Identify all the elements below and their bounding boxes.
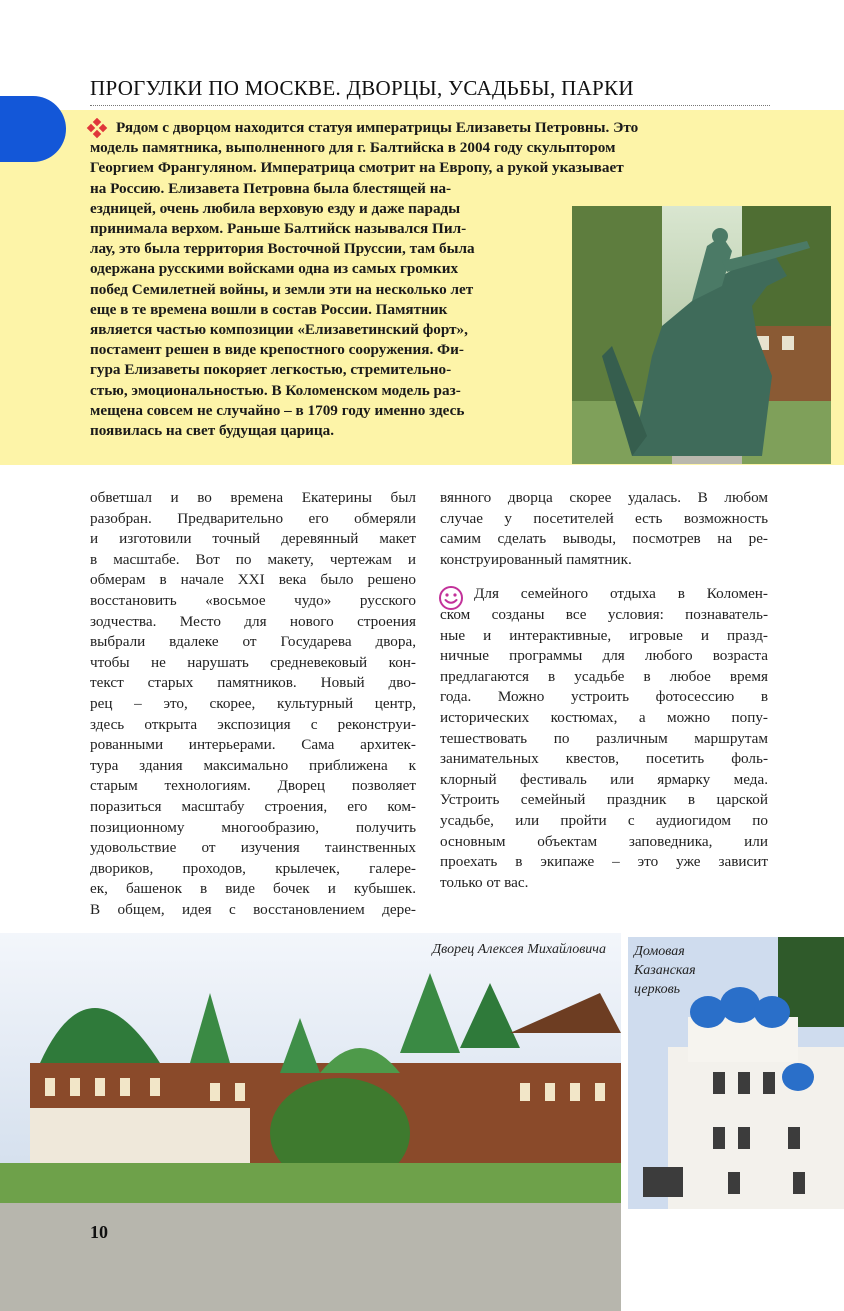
right-column — [440, 488, 768, 893]
smiley-face-icon — [438, 585, 464, 611]
callout-line: еще в те времена вошли в состав России. Памятник — [90, 300, 448, 318]
callout-line: постамент решен в виде крепостного сооружения. Фи- — [90, 341, 464, 359]
text-line: двориков, проходов, крылечек, галере- — [90, 859, 416, 877]
text-line: основным объектам заповедника, или — [440, 832, 768, 850]
text-line: зодчества. Место для нового строения — [90, 612, 416, 630]
text-line: случае у посетителей есть возможность — [440, 509, 768, 527]
church-caption — [634, 942, 734, 999]
callout-line: является частью композиции «Елизаветинский форт», — [90, 321, 468, 339]
callout-line: лау, это была территория Восточной Пруссии, там была — [90, 240, 475, 258]
text-line: позиционному многообразию, получить — [90, 818, 416, 836]
callout-line: гура Елизаветы покоряет легкостью, стремительно- — [90, 361, 452, 379]
text-line: ничные программы для любого возраста — [440, 647, 768, 665]
church-caption-line: Казанская — [634, 963, 696, 978]
church-caption-line: Домовая — [634, 944, 685, 959]
text-line: вянного дворца скорее удалась. В любом — [440, 489, 768, 506]
text-line: исторических костюмах, а можно попу- — [440, 708, 768, 726]
callout-line: одержана русскими войсками одна из самых громких — [90, 260, 459, 278]
text-line: тешествовать по различным маршрутам — [440, 729, 768, 747]
text-line: рец – это, скорее, культурный центр, — [90, 694, 416, 712]
text-line: конструированный памятник. — [440, 550, 632, 568]
callout-line: принимала верхом. Раньше Балтийск назывался Пил- — [90, 220, 467, 238]
text-line: ском созданы все условия: познаватель- — [440, 605, 768, 623]
text-line: самим сделать выводы, посмотрев на ре- — [440, 530, 768, 548]
text-line: ные и интерактивные, игровые и празд- — [440, 626, 768, 644]
text-line: в масштабе. Вот по макету, чертежам и — [90, 550, 416, 568]
text-line: года. Можно устроить фотосессию в — [440, 688, 768, 706]
page-header-title: ПРОГУЛКИ ПО МОСКВЕ. ДВОРЦЫ, УСАДЬБЫ, ПАРКИ — [90, 76, 634, 100]
text-line: выбрали вдалеке от Государева двора, — [90, 633, 416, 651]
paragraph-gap — [440, 570, 768, 584]
text-line: тура здания максимально приближена к — [90, 756, 416, 774]
chapter-tab-marker — [0, 96, 66, 162]
text-line: клорный фестиваль или ярмарку меда. — [440, 770, 768, 788]
text-line: чтобы не нарушать средневековый кон- — [90, 653, 416, 671]
text-line: старым технологиям. Дворец позволяет — [90, 777, 416, 795]
text-line: ек, башенок в виде бочек и кубышек. — [90, 880, 416, 898]
callout-line: на Россию. Елизавета Петровна была блестящей на- — [90, 179, 452, 197]
callout-line: Георгием Франгуляном. Императрица смотрит на Европу, а рукой указывает — [90, 159, 624, 177]
page-number: 10 — [90, 1222, 108, 1242]
text-line: удовольствие от изучения таинственных — [90, 839, 416, 857]
callout-line: Рядом с дворцом находится статуя императрицы Елизаветы Петровны. Это — [116, 119, 639, 136]
callout-line: ездницей, очень любила верховую езду и даже парады — [90, 199, 461, 217]
callout-line: стью, эмоциональностью. В Коломенском модель раз- — [90, 381, 461, 399]
statue-photo — [572, 206, 831, 464]
callout-line: мещена совсем не случайно – в 1709 году именно здесь — [90, 401, 465, 419]
text-line: обветшал и во времена Екатерины был — [90, 489, 416, 506]
equestrian-statue-image — [572, 206, 831, 464]
text-line: усадьбе, или пройти с аудиогидом по — [440, 811, 768, 829]
palace-photo — [0, 933, 621, 1311]
palace-caption: Дворец Алексея Михайловича — [432, 942, 606, 957]
text-line: только от вас. — [440, 873, 529, 891]
text-line: проехать в экипаже – это уже зависит — [440, 853, 768, 871]
text-line: восстановить «восьмое чудо» русского — [90, 591, 416, 609]
callout-line: появилась на свет будущая царица. — [90, 422, 335, 440]
text-line: поразиться масштабу строения, его ком- — [90, 797, 416, 815]
callout-line: побед Семилетней войны, и земли эти на несколько лет — [90, 280, 474, 298]
wooden-palace-image — [0, 933, 621, 1311]
callout-line: модель памятника, выполненного для г. Балтийска в 2004 году скульптором — [90, 139, 616, 157]
church-caption-line: церковь — [634, 982, 681, 997]
text-line: занимательных квестов, посетить фоль- — [440, 750, 768, 768]
text-line: разобран. Предварительно его обмеряли — [90, 509, 416, 527]
text-line: предлагаются в усадьбе в любое время — [440, 667, 768, 685]
header-divider — [90, 105, 770, 106]
text-line: и изготовили точный деревянный макет — [90, 530, 416, 548]
text-line: В общем, идея с восстановлением дере- — [90, 900, 416, 918]
text-line: Для семейного отдыха в Коломен- — [474, 585, 768, 603]
text-line: текст старых памятников. Новый дво- — [90, 674, 416, 692]
text-line: здесь открыта экспозиция с реконструи- — [90, 715, 416, 733]
text-line: рованными интерьерами. Сама архитек- — [90, 736, 416, 754]
left-column — [90, 488, 416, 920]
text-line: обмерам в начале XXI века было решено — [90, 571, 416, 589]
text-line: Устроить семейный праздник в царской — [440, 791, 768, 809]
